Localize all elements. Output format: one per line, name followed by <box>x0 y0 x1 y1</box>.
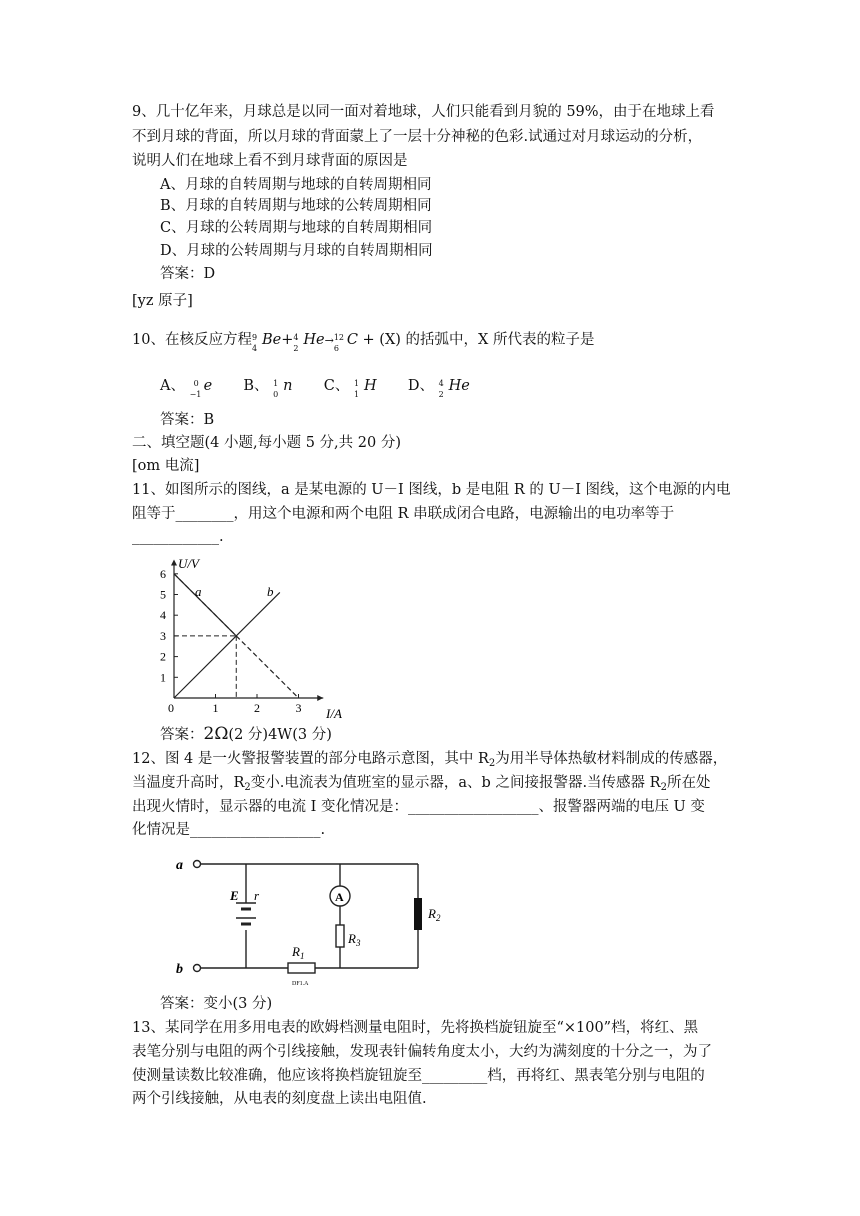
label-b: b <box>176 962 183 977</box>
q12-text: 变小.电流表为值班室的显示器，a、b 之间接报警器.当传感器 R <box>250 775 661 791</box>
q11-line1: 11、如图所示的图线，a 是某电源的 U－I 图线，b 是电阻 R 的 U－I 图线，这个电源的内电 <box>132 482 731 498</box>
q9-line1: 9、几十亿年来，月球总是以同一面对着地球，人们只能看到月貌的 59%，由于在地球上看 <box>132 104 715 120</box>
y-tick-label: 4 <box>160 608 166 623</box>
option-label: C、 <box>323 378 350 394</box>
q9-option-d: D、月球的公转周期与月球的自转周期相同 <box>160 243 433 259</box>
mass-number: 1 <box>273 379 279 388</box>
line-a-label: a <box>195 584 202 599</box>
q13-line2: 表笔分别与电阻的两个引线接触，发现表针偏转角度太小，大约为满刻度的十分之一，为了 <box>132 1044 712 1060</box>
y-axis-label: U/V <box>178 556 199 571</box>
y-tick-label: 6 <box>160 566 166 581</box>
particle-symbol: n <box>283 378 293 394</box>
q11-line3: ____________. <box>132 529 224 545</box>
x-axis-label: I/A <box>326 706 342 721</box>
q13-line4: 两个引线接触，从电表的刻度盘上读出电阻值. <box>132 1091 427 1107</box>
q10-option-a <box>160 378 213 399</box>
graph-plot-area <box>160 559 323 715</box>
x-tick-label: 3 <box>295 701 302 715</box>
label-r1-sub: 1 <box>299 951 305 961</box>
option-label: D、 <box>407 378 434 394</box>
mass-number: 0 <box>193 379 199 388</box>
q10-stem <box>132 330 594 351</box>
q9-option-a: A、月球的自转周期与地球的自转周期相同 <box>160 177 432 193</box>
x-axis-arrow <box>317 695 323 701</box>
q10-options <box>160 376 470 399</box>
answer-resistance: 2Ω <box>203 724 229 744</box>
atomic-number: 1 <box>353 390 360 399</box>
reaction-arrow: → <box>324 334 334 347</box>
label-r2 <box>427 906 441 923</box>
origin-label: 0 <box>168 701 174 715</box>
he-symbol: He <box>303 332 325 348</box>
q9-line2: 不到月球的背面，所以月球的背面蒙上了一层十分神秘的色彩.试通过对月球运动的分析， <box>132 129 703 145</box>
q10-prefix: 10、在核反应方程 <box>132 332 252 348</box>
atomic-number: 0 <box>273 390 279 399</box>
q12-line4: 化情况是__________________. <box>132 822 326 838</box>
q13-line1: 13、某同学在用多用电表的欧姆档测量电阻时，先将换档旋钮旋至“×100”档，将红、黑 <box>132 1020 699 1036</box>
label-r1 <box>291 944 304 961</box>
c-mass-number: 12 <box>333 333 344 342</box>
q12-text: 所在处 <box>666 775 711 791</box>
equation-rest: + (X) <box>362 332 401 348</box>
answer-prefix: 答案： <box>160 727 204 743</box>
c-symbol: C <box>346 332 358 348</box>
q10-option-d <box>407 378 470 399</box>
subscript: 2 <box>660 782 667 793</box>
q12-text: 当温度升高时，R <box>132 775 245 791</box>
x-tick-label: 1 <box>212 701 219 715</box>
particle-symbol: H <box>363 378 377 394</box>
q10-option-b <box>243 378 293 399</box>
q12-text: 12、图 4 是一火警报警装置的部分电路示意图，其中 R <box>132 751 489 767</box>
q11-line2: 阻等于________，用这个电源和两个电阻 R 串联成闭合电路，电源输出的电功率等于 <box>132 506 675 522</box>
y-tick-label: 5 <box>160 587 166 602</box>
label-r2-letter: R <box>428 906 436 921</box>
q9-option-b: B、月球的自转周期与地球的公转周期相同 <box>160 198 432 214</box>
y-axis-arrow <box>171 559 177 565</box>
plus-sign: + <box>281 332 294 348</box>
series-a-solid <box>174 574 236 636</box>
label-r3-sub: 3 <box>355 938 361 948</box>
resistor-r1 <box>288 963 315 973</box>
label-a: a <box>176 858 183 873</box>
subscript: 2 <box>244 782 251 793</box>
he-atomic-number: 2 <box>293 344 299 353</box>
section-tag-current: [om 电流] <box>132 458 200 474</box>
q9-answer: 答案：D <box>160 266 216 282</box>
answer-rest: (2 分)4W(3 分) <box>228 727 332 743</box>
q10-suffix: 的括弧中，X 所代表的粒子是 <box>405 332 595 348</box>
particle-symbol: e <box>203 378 213 394</box>
q11-answer <box>160 724 332 745</box>
option-label: A、 <box>160 378 185 394</box>
mass-number: 1 <box>353 379 360 388</box>
section-tag-atom: [yz 原子] <box>132 293 193 309</box>
label-r1-letter: R <box>292 944 300 959</box>
q10-answer: 答案：B <box>160 412 215 428</box>
particle-symbol: He <box>448 378 470 394</box>
q12-text: 为用半导体热敏材料制成的传感器， <box>495 751 728 767</box>
option-label: B、 <box>243 378 269 394</box>
mass-number: 4 <box>438 379 444 388</box>
section-heading-fill-in: 二、填空题(4 小题,每小题 5 分,共 20 分) <box>132 435 401 451</box>
atomic-number: −1 <box>189 390 202 399</box>
be-symbol: Be <box>261 332 282 348</box>
tiny-caption: DF1.A <box>292 981 309 987</box>
subscript: 2 <box>488 758 496 769</box>
atomic-number: 2 <box>438 390 444 399</box>
q12-line1 <box>132 749 727 774</box>
label-e: E <box>230 888 239 903</box>
series-b-line <box>174 592 280 698</box>
line-b-label: b <box>267 584 274 599</box>
q9-option-c: C、月球的公转周期与地球的自转周期相同 <box>160 220 433 236</box>
u-i-graph <box>150 552 390 722</box>
terminal-a <box>194 861 201 868</box>
x-tick-label: 2 <box>254 701 260 715</box>
y-tick-label: 3 <box>160 628 166 643</box>
label-r3-letter: R <box>348 931 356 946</box>
label-r3 <box>347 931 361 948</box>
label-r2-sub: 2 <box>435 913 441 923</box>
series-a-line-extension <box>236 636 298 698</box>
y-tick-label: 1 <box>160 670 166 685</box>
resistor-r3 <box>336 925 344 947</box>
c-atomic-number: 6 <box>333 344 339 353</box>
q10-option-c <box>323 378 377 399</box>
be-atomic-number: 4 <box>251 344 258 353</box>
label-r: r <box>254 888 260 903</box>
alarm-circuit-diagram <box>170 848 460 988</box>
q13-line3: 使测量读数比较准确，他应该将换档旋钮旋至_________档，再将红、黑表笔分别与电阻的 <box>132 1068 705 1084</box>
q12-line3: 出现火情时，显示器的电流 I 变化情况是：__________________、报警器两端的电压 U 变 <box>132 799 705 815</box>
resistor-r2 <box>414 898 422 930</box>
he-mass-number: 4 <box>293 333 299 342</box>
q12-answer: 答案：变小(3 分) <box>160 996 273 1012</box>
be-mass-number: 9 <box>251 333 258 342</box>
q12-line2 <box>132 773 710 798</box>
battery-symbol <box>236 903 256 924</box>
label-ammeter: A <box>335 890 344 904</box>
y-tick-label: 2 <box>160 649 166 664</box>
terminal-b <box>194 965 201 972</box>
q9-line3: 说明人们在地球上看不到月球背面的原因是 <box>132 153 408 169</box>
